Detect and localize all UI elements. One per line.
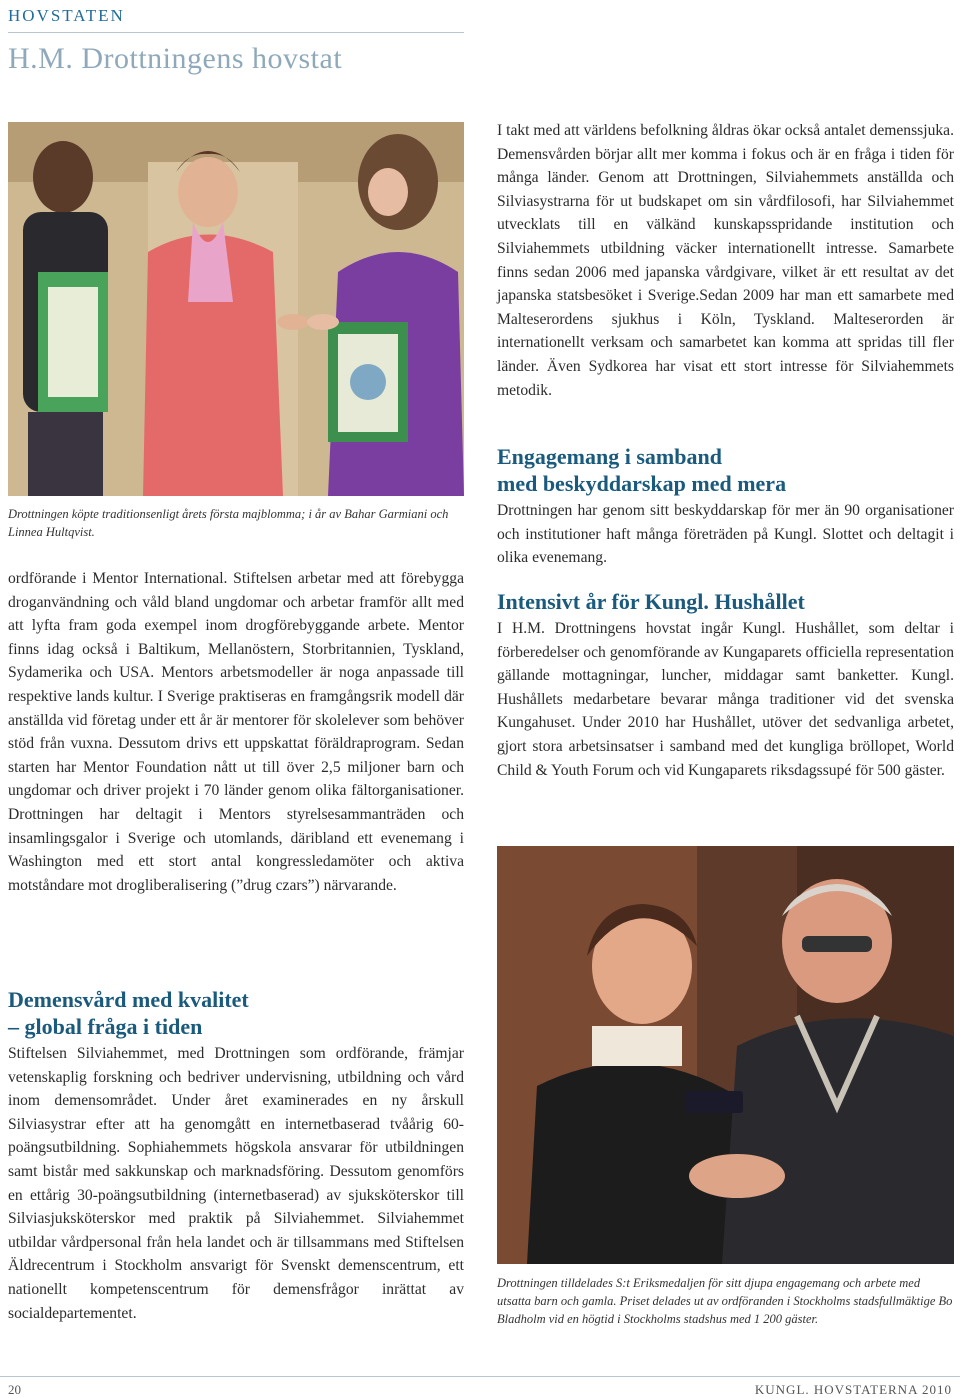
dementia-heading [8,986,464,1040]
mentor-article [8,567,464,897]
page-title: H.M. Drottningens hovstat [8,42,343,75]
household-paragraph: I H.M. Drottningens hovstat ingår Kungl. Hushållet, som deltar i förberedelser och genomförande av Kungaparets officiella representation gällande mottagningar, luncher, middagar samt banketter. Kungl. Hushållets medarbetare bevarar många traditioner vid det svenska Kungahuset. Under 2010 har Hushållet, utöver det sedvanliga arbetet, gjort stora arbetsinsatser i samband med det kungliga bröllopet, World Child & Youth Forum och vid Kungaparets riksdagssupé för 500 gäster. [497,620,954,779]
dementia-paragraph: Stiftelsen Silviahemmet, med Drottningen som ordförande, främjar vetenskaplig forskning och bedriver undervisning, utbildning och vård inom demensområdet. Under året examinerades en ny årskull Silviasystrar efter att ha genomgått en internetbaserad tvåårig 60-poängsutbildning. Sophiahemmets högskola ansvarar för utbildningen samt bistår med sakkunskap och marknadsföring. Dessutom genomförs en ettårig 30-poängsutbildning (internetbaserad) av sjuksköterskor till Silviasjuksköterskor med praktik på Silviahemmet. Silviahemmet utbildar vårdpersonal från hela landet och är tillsammans med Stiftelsen Äldrecentrum i Stockholm ansvarigt för Svenskt demenscentrum, ett nationellt kompetenscentrum för demensfrågor inrättat av socialdepartementet. [8,1045,464,1322]
mentor-paragraph: ordförande i Mentor International. Stiftelsen arbetar med att förebygga droganvändning och våld bland ungdomar och arbetar framför allt med att lyfta fram goda exempel inom drogförebyggande arbete. Mentor finns idag också i Baltikum, Mellanöstern, Storbritannien, Tyskland, Sydamerika och USA. Mentors arbetsmodeller är noga anpassade till respektive lands kultur. I Sverige praktiseras en framgångsrik modell där anställda vid företag under ett år är mentorer för skolelever som behöver stöd från vuxna. Dessutom drivs ett uppskattat föräldraprogram. Sedan starten har Mentor Foundation nått ut till över 2,5 miljoner barn och ungdomar och driver projekt i 70 länder genom olika fältorganisationer. Drottningen har deltagit i Mentors styrelsesammanträden och insamlingsgalor i Sverige och utomlands, däribland ett evenemang i Washington med ett stort antal kongressledamöter och aktiva motståndare mot drogliberalisering (”drug czars”) närvarande. [8,570,464,894]
page-number: 20 [8,1382,21,1397]
section-label: HOVSTATEN [8,6,464,33]
dementia-continued-paragraph: I takt med att världens befolkning åldras ökar också antalet demenssjuka. Demensvården börjar allt mer komma i fokus och är en fråga i tiden för många länder. Genom att Drottningen, Silviahemmets anställda och Silviasystrarna för ut budskapet om sin vårdfilosofi, har Silviahemmet utvecklats till en välkänd kunskapsspridande institution och Silviahemmets utbildning väcker internationellt intresse. Samarbete finns sedan 2006 med japanska vårdgivare, vilket är ett resultat av det japanska statsbesöket i Sverige.Sedan 2009 har man ett samarbete med Malteserordens sjukhus i Köln, Tyskland. Malteserorden är internationellt verksam och samarbetet kan komma att spridas till fler länder. Även Sydkorea har visat ett stort intresse för Silviahemmets metodik. [497,122,954,399]
majblomma-photo [8,122,464,496]
patronage-heading-line2: med beskyddarskap med mera [497,471,787,496]
patronage-paragraph: Drottningen har genom sitt beskyddarskap för mer än 90 organisationer och institutioner haft många företräden på Kungl. Slottet och deltagit i olika evenemang. [497,502,954,567]
dementia-heading-line1: Demensvård med kvalitet [8,987,249,1012]
patronage-heading-line1: Engagemang i samband [497,444,722,469]
publication-name: KUNGL. HOVSTATERNA 2010 [754,1382,952,1397]
dementia-article [8,986,464,1325]
left-photo-caption: Drottningen köpte traditionsenligt årets första majblomma; i år av Bahar Garmiani och Linnea Hultqvist. [8,507,449,539]
household-heading: Intensivt år för Kungl. Hushållet [497,589,805,614]
patronage-article [497,443,954,570]
footer-divider [0,1376,960,1377]
household-article [497,588,954,782]
dementia-continued [497,119,954,402]
medal-ceremony-photo [497,846,954,1264]
patronage-heading [497,443,954,497]
dementia-heading-line2: – global fråga i tiden [8,1014,203,1039]
right-photo-caption: Drottningen tilldelades S:t Eriksmedaljen för sitt djupa engagemang och arbete med utsatta barn och gamla. Priset delades ut av ordföranden i Stockholms stadsfullmäktige Bo Bladholm vid en högtid i Stockholms stadshus med 1 200 gäster. [497,1276,953,1326]
